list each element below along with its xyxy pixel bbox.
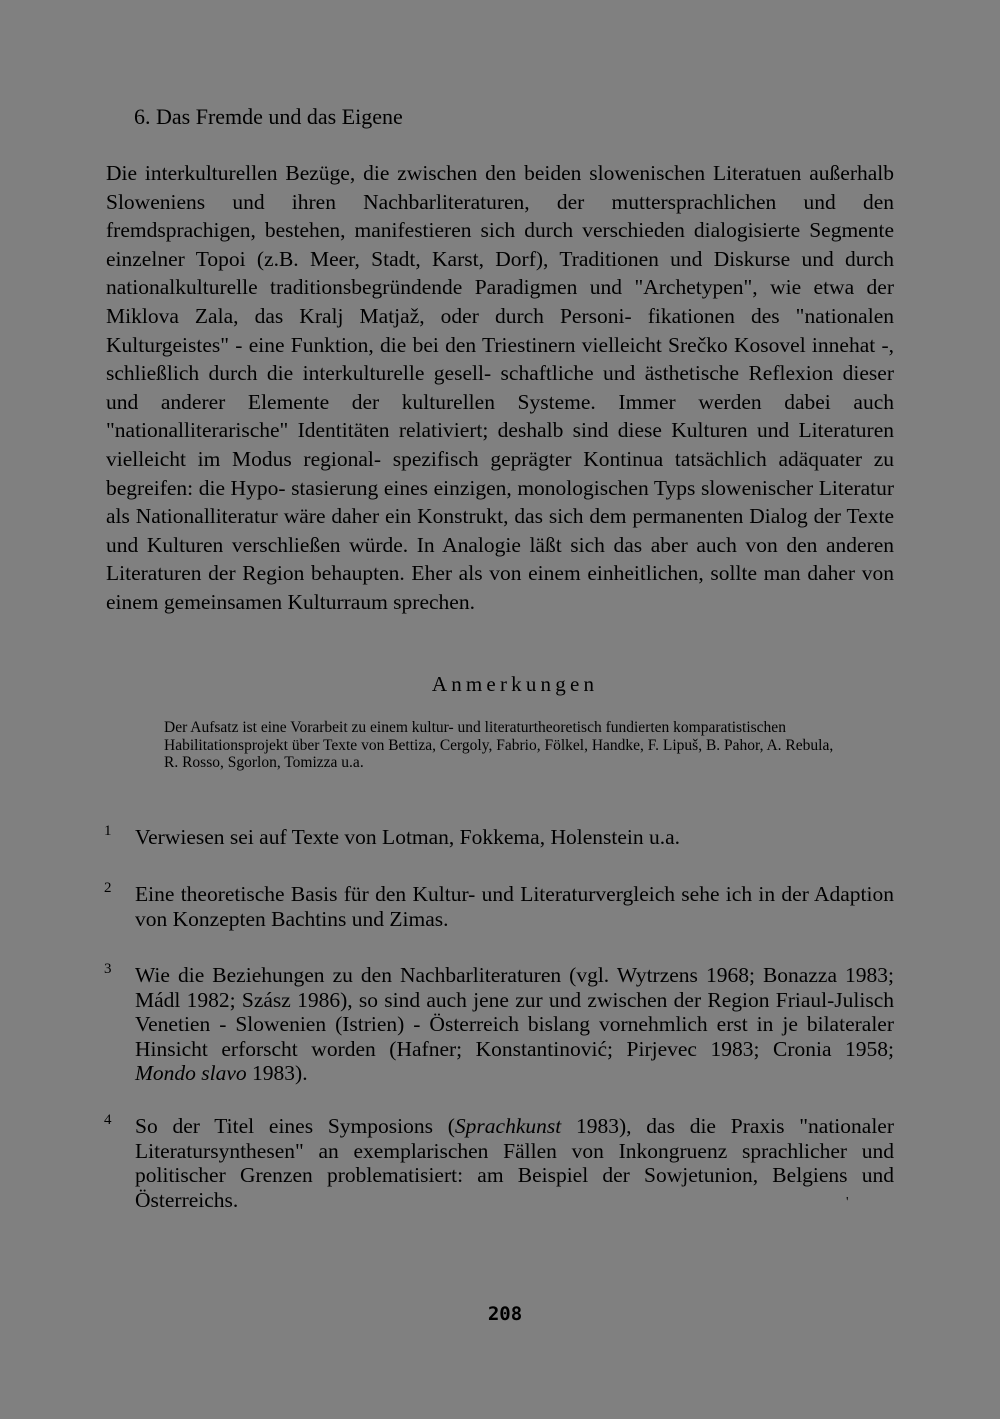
footnote-italic-title: Sprachkunst [454, 1114, 562, 1138]
footnote-text-part: Wie die Beziehungen zu den Nachbarliteraturen (vgl. Wytrzens 1968; Bonazza 1983; Mádl 1982; Szász 1986), so sind auch jene zur und zwischen der Region Friaul-Julisch Venetien - Slowenien (Istrien) - Österreich bislang vornehmlich erst in je bilateraler Hinsicht erforscht worden (Hafner; Konstantinović; Pirjevec 1983; Cronia 1958; [135, 963, 894, 1061]
footnote-text [135, 1114, 894, 1212]
footnote-text-part: 1983), das die Praxis "nationaler Literatursynthesen" an exemplarischen Fällen von Inkongruenz sprachlicher und politischer Grenzen problematisiert: am Beispiel der Sowjetunion, Belgiens und Österreichs. [135, 1114, 894, 1212]
footnote-mark: 1 [104, 823, 112, 839]
notes-title: Anmerkungen [431, 672, 599, 696]
footnote-text [135, 963, 894, 1086]
preface-note: Der Aufsatz ist eine Vorarbeit zu einem kultur- und literaturtheoretisch fundierten komparatistischen Habilitationsprojekt über Texte von Bettiza, Cergoly, Fabrio, Fölkel, Handke, F. Lipuš, B. Pahor, A. Rebula, R. Rosso, Sgorlon, Tomizza u.a. [164, 719, 834, 771]
footnote-text: Verwiesen sei auf Texte von Lotman, Fokkema, Holenstein u.a. [135, 825, 681, 849]
footnote-text-part: 1983). [246, 1061, 308, 1085]
footnote-mark: 3 [104, 961, 112, 977]
footnote-text: Eine theoretische Basis für den Kultur- und Literaturvergleich sehe ich in der Adaption von Konzepten Bachtins und Zimas. [135, 882, 894, 931]
stray-mark: ' [846, 1195, 849, 1210]
footnote-mark: 4 [104, 1112, 112, 1128]
footnote-mark: 2 [104, 880, 112, 896]
footnote-italic-title: Mondo slavo [135, 1061, 247, 1085]
page-number: 208 [487, 1303, 523, 1325]
section-heading: 6. Das Fremde und das Eigene [134, 104, 403, 129]
body-paragraph: Die interkulturellen Bezüge, die zwischen den beiden slowenischen Literatuen außerhalb Sloweniens und ihren Nachbarliteraturen, der muttersprachlichen und den fremdsprachigen, bestehen, manifestieren sich durch verschieden dialogisierte Segmente einzelner Topoi (z.B. Meer, Stadt, Karst, Dorf), Traditionen und Diskurse und durch nationalkulturelle traditionsbegründende Paradigmen und "Archetypen", wie etwa der Miklova Zala, das Kralj Matjaž, oder durch Personi- fikationen des "nationalen Kulturgeistes" - eine Funktion, die bei den Triestinern vielleicht Srečko Kosovel innehat -, schließlich durch die interkulturelle gesell- schaftliche und ästhetische Reflexion dieser und anderer Elemente der kulturellen Systeme. Immer werden dabei auch "nationalliterarische" Identitäten relativiert; deshalb sind diese Kulturen und Literaturen vielleicht im Modus regional- spezifisch geprägter Kontinua tatsächlich adäquater zu begreifen: die Hypo- stasierung eines einzigen, monologischen Typs slowenischer Literatur als Nationalliteratur wäre daher ein Konstrukt, das sich dem permanenten Dialog der Texte und Kulturen verschließen würde. In Analogie läßt sich das aber auch von den anderen Literaturen der Region behaupten. Eher als von einem einheitlichen, sollte man daher von einem gemeinsamen Kulturraum sprechen. [106, 161, 894, 614]
footnote-text-part: So der Titel eines Symposions ( [135, 1114, 455, 1138]
